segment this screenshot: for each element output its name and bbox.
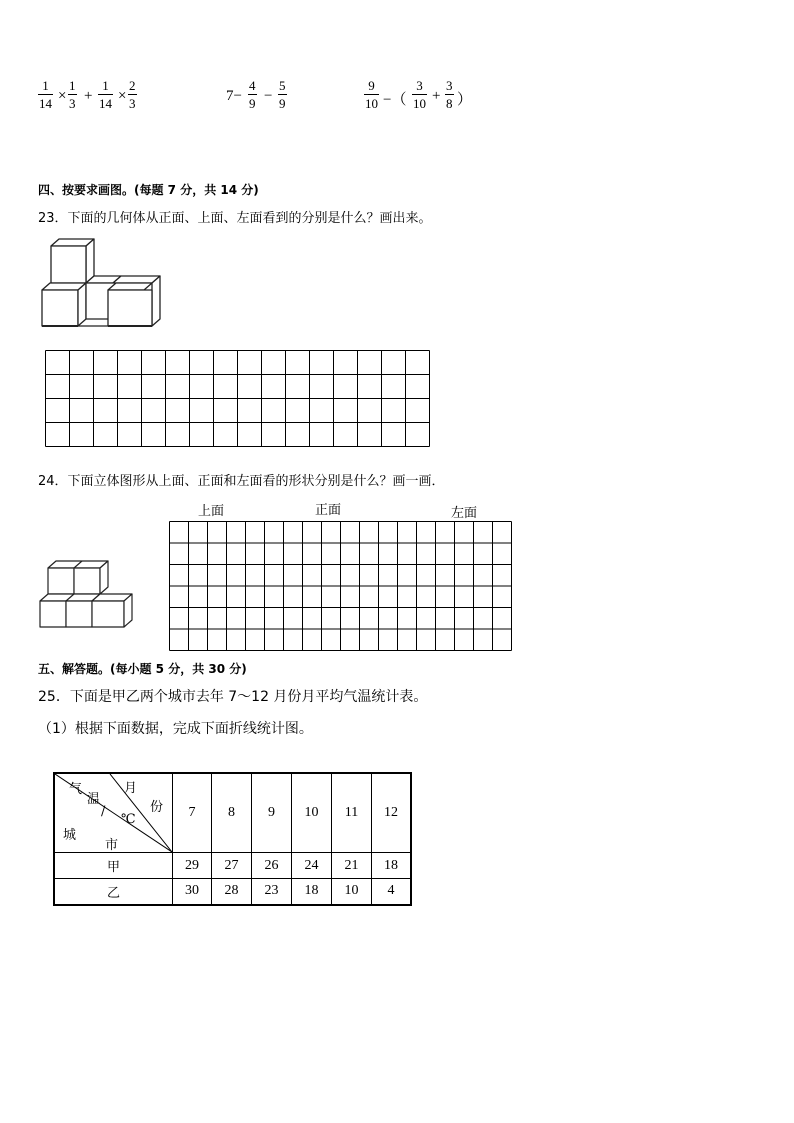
diagonal-header-cell [54,773,173,853]
numerator: 1 [102,78,109,93]
section-4-heading: 四、按要求画图。(每题 7 分，共 14 分) [38,183,259,197]
denominator: 3 [69,96,76,111]
temp-cell: 23 [252,879,292,905]
temp-cell: 18 [372,853,412,879]
month-header-cell: 11 [332,773,372,853]
fraction-3-8 [445,78,454,111]
temp-cell: 28 [212,879,252,905]
header-wen: 温 [87,792,101,807]
numerator: 2 [129,78,136,93]
section-5-heading: 五、解答题。(每小题 5 分，共 30 分) [38,662,247,676]
month-header-cell: 8 [212,773,252,853]
label-left-view: 左面 [451,506,478,521]
denominator: 10 [365,96,378,111]
temp-cell: 30 [173,879,212,905]
denominator: 14 [39,96,52,111]
fraction-1-14-b [98,78,113,111]
fraction-9-10 [364,78,379,111]
header-fen: 份 [150,800,164,815]
header-qi: 气 [69,782,83,797]
minus-paren-open: −（ [383,92,407,108]
numerator: 1 [42,78,49,93]
month-header-cell: 7 [173,773,212,853]
minus-operator: − [264,88,273,104]
numerator: 9 [368,78,375,93]
numerator: 5 [279,78,286,93]
label-front-view: 正面 [315,503,342,518]
denominator: 10 [413,96,426,111]
drawing-grid-24[interactable] [169,521,512,652]
table-row-jia [54,853,411,879]
fraction-5-9 [278,78,287,111]
paren-close: ） [457,92,473,108]
month-header-cell: 10 [292,773,332,853]
temp-cell: 18 [292,879,332,905]
cube-stack-figure-24 [36,557,136,631]
month-header-cell: 12 [372,773,412,853]
temp-cell: 4 [372,879,412,905]
temp-cell: 21 [332,853,372,879]
header-unit: ℃ [121,812,136,827]
question-25-part-1: （1）根据下面数据，完成下面折线统计图。 [38,721,313,737]
drawing-grid-23[interactable] [45,350,431,448]
numerator: 4 [249,78,256,93]
seven-minus: 7− [226,88,242,104]
fraction-1-14 [38,78,53,111]
fraction-3-10 [412,78,427,111]
temp-cell: 27 [212,853,252,879]
question-23-text: 23．下面的几何体从正面、上面、左面看到的分别是什么？画出来。 [38,211,432,226]
cube-stack-figure-23 [38,236,166,330]
numerator: 3 [446,78,453,93]
header-shi: 市 [105,838,119,853]
plus-operator: + [84,88,93,104]
temp-cell: 24 [292,853,332,879]
numerator: 1 [69,78,76,93]
times-operator: × [118,88,127,104]
city-cell: 甲 [54,853,173,879]
numerator: 3 [416,78,423,93]
denominator: 3 [129,96,136,111]
fraction-2-3 [128,78,137,111]
header-slash: / [101,804,106,819]
header-yue: 月 [124,781,138,796]
question-25-text: 25．下面是甲乙两个城市去年 7～12 月份月平均气温统计表。 [38,689,428,705]
question-24-text: 24．下面立体图形从上面、正面和左面看的形状分别是什么？画一画． [38,474,445,489]
denominator: 9 [279,96,286,111]
city-cell: 乙 [54,879,173,905]
times-operator: × [58,88,67,104]
label-top-view: 上面 [198,504,225,519]
plus-operator: + [432,88,441,104]
temp-cell: 10 [332,879,372,905]
table-row-yi [54,879,411,905]
fraction-1-3 [68,78,77,111]
temp-cell: 26 [252,853,292,879]
fraction-4-9 [248,78,257,111]
temperature-table [53,772,412,906]
denominator: 14 [99,96,112,111]
denominator: 9 [249,96,256,111]
temp-cell: 29 [173,853,212,879]
header-cheng: 城 [63,828,77,843]
month-header-cell: 9 [252,773,292,853]
denominator: 8 [446,96,453,111]
